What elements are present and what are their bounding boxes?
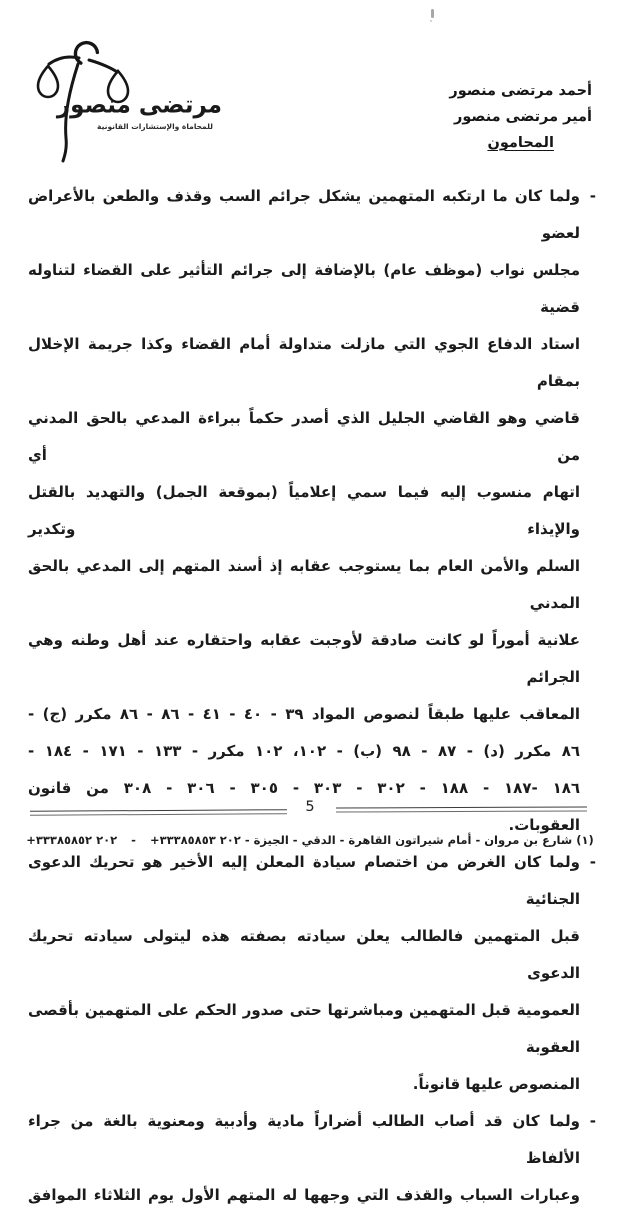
text-line: ١٨٦ -١٨٧ - ١٨٨ - ٣٠٢ - ٣٠٣ - ٣٠٥ - ٣٠٦ - ٣٠٨ من قانون <box>28 779 581 797</box>
footer-address: (١) شارع بن مروان - أمام شيراتون القاهرة - الدقي - الجيزة - <box>244 833 594 847</box>
text-line: علانية أموراً لو كانت صادقة لأوجبت عقابه واحتقاره عند أهل وطنه وهي الجرائم <box>28 631 580 686</box>
lawyers-title: المحامون <box>487 135 554 151</box>
logo-wordmark: مرتضى منصور <box>56 91 222 119</box>
text-line: ولما كان ما ارتكبه المتهمين يشكل جرائم السب وقذف والطعن بالأعراض لعضو <box>28 187 580 242</box>
logo-subtitle: للمحاماة والإستشارات القانونية <box>97 122 213 131</box>
text-line: المنصوص عليها قانوناً. <box>412 1075 580 1093</box>
text-line: ولما كان قد أصاب الطالب أضراراً مادية وأدبية ومعنوية بالغة من جراء الألفاظ <box>28 1112 580 1167</box>
bullet-dash: - <box>589 1112 596 1130</box>
text-line: قاضي وهو القاضي الجليل الذي أصدر حكماً ببراءة المدعي بالحق المدني من أي <box>28 409 580 464</box>
paragraph-1 <box>28 178 596 844</box>
scan-ink-speck <box>431 9 434 18</box>
bullet-dash: - <box>589 187 596 205</box>
text-line: استاد الدفاع الجوي التي مازلت متداولة أمام القضاء وكذا جريمة الإخلال بمقام <box>28 335 580 390</box>
footer-phone-1: +٢٠٢ ٣٣٣٨٥٨٥٢ <box>26 833 118 847</box>
firm-logo <box>22 34 237 166</box>
letterhead-names <box>449 78 592 156</box>
text-line: العقوبات. <box>508 816 580 834</box>
footer-address-line <box>0 833 620 847</box>
text-line: السلم والأمن العام بما يستوجب عقابه إذ أسند المتهم إلى المدعي بالحق المدني <box>28 557 580 612</box>
lawyer-name-1: أحمد مرتضى منصور <box>449 83 592 99</box>
text-line: العمومية قبل المتهمين ومباشرتها حتى صدور الحكم على المتهمين بأقصى العقوبة <box>28 1001 580 1056</box>
paragraph-3 <box>28 1103 596 1214</box>
page-number: 5 <box>305 799 315 815</box>
text-line: المعاقب عليها طبقاً لنصوص المواد ٣٩ - ٤٠ - ٤١ - ٨٦ - ٨٦ مكرر (ج) - <box>28 705 581 723</box>
footer-phone-separator: - <box>131 833 136 847</box>
text-line: قبل المتهمين فالطالب يعلن سيادته بصفته هذه ليتولى سيادته تحريك الدعوى <box>28 927 580 982</box>
text-line: اتهام منسوب إليه فيما سمي إعلامياً (بموقعة الجمل) والتهديد بالقتل والإيذاء وتكدير <box>28 483 580 538</box>
text-line: ولما كان الغرض من اختصام سيادة المعلن إليه الأخير هو تحريك الدعوى الجنائية <box>28 853 580 908</box>
lawyer-name-2: أمير مرتضى منصور <box>453 109 592 125</box>
footer-phone-2: +٢٠٢ ٣٣٣٨٥٨٥٣ <box>149 833 241 847</box>
text-line: ٨٦ مكرر (د) - ٨٧ - ٩٨ (ب) - ١٠٢، ١٠٢ مكرر - ١٣٣ - ١٧١ - ١٨٤ - <box>28 742 581 760</box>
document-body <box>28 178 596 1214</box>
paragraph-2 <box>28 844 596 1103</box>
bullet-dash: - <box>589 853 596 871</box>
text-line: وعبارات السباب والقذف التي وجهها له المتهم الأول يوم الثلاثاء الموافق <box>28 1186 580 1204</box>
text-line: مجلس نواب (موظف عام) بالإضافة إلى جرائم التأثير على القضاء لتناوله قضية <box>28 261 580 316</box>
